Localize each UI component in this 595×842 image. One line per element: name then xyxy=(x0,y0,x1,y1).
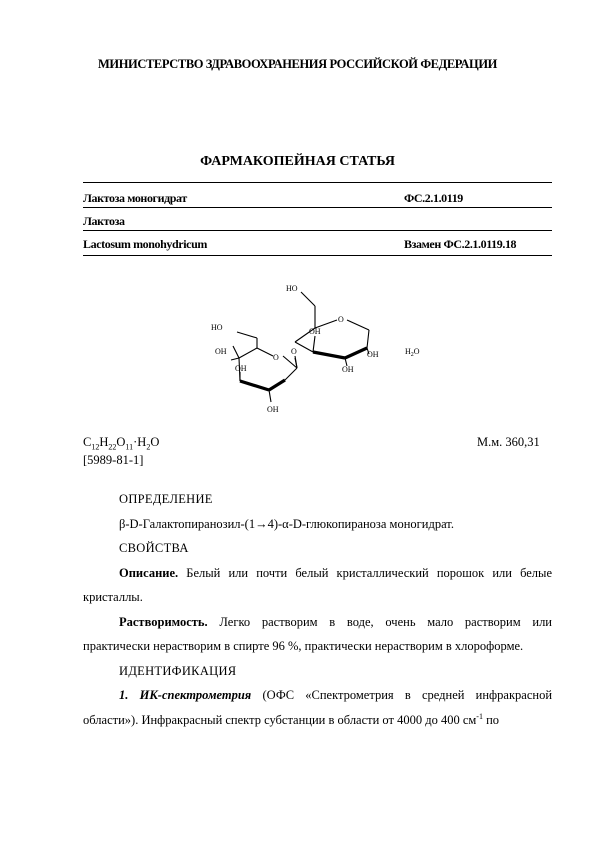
atom-label: OH xyxy=(215,347,227,356)
atom-label: OH xyxy=(235,364,247,373)
ministry-header: МИНИСТЕРСТВО ЗДРАВООХРАНЕНИЯ РОССИЙСКОЙ ФЕДЕРАЦИИ xyxy=(98,57,497,71)
divider-bottom xyxy=(83,255,552,256)
solubility-text: Легко растворим в воде, очень мало растворим или практически нерастворим в спирте 96 %, практически нерастворим в хлороформе. xyxy=(83,614,552,653)
divider xyxy=(83,207,552,208)
section-definition-heading: ОПРЕДЕЛЕНИЕ xyxy=(119,492,213,506)
description-label: Описание. xyxy=(119,565,179,580)
divider-top xyxy=(83,182,552,183)
atom-label: O xyxy=(291,347,297,356)
replaces-code: Взамен ФС.2.1.0119.18 xyxy=(404,237,517,251)
definition-text: β-D-Галактопиранозил-(1→4)-α-D-глюкопираноза моногидрат. xyxy=(119,516,454,531)
divider xyxy=(83,230,552,231)
atom-label: OH xyxy=(309,327,321,336)
ir-text: (ОФС «Спектрометрия в средней инфракрасной области»). Инфракрасный спектр субстанции в области от 4000 до 400 см xyxy=(83,688,553,727)
section-properties-heading: СВОЙСТВА xyxy=(119,541,189,555)
latin-name: Lactosum monohydricum xyxy=(83,237,207,251)
atom-label: OH xyxy=(267,405,279,414)
article-body xyxy=(83,487,552,732)
ir-label: ИК-спектрометрия xyxy=(139,688,252,702)
document-code: ФС.2.1.0119 xyxy=(404,191,463,205)
substance-name: Лактоза моногидрат xyxy=(83,191,187,205)
ir-number: 1. xyxy=(119,688,129,702)
atom-label: OH xyxy=(342,365,354,374)
solubility-label: Растворимость. xyxy=(119,614,208,629)
water-label: $H_2O$ xyxy=(405,347,420,358)
ir-unit-superscript: -1 xyxy=(476,711,483,721)
ir-text-continued: по xyxy=(482,712,500,727)
atom-label: HO xyxy=(286,284,298,293)
document-title: ФАРМАКОПЕЙНАЯ СТАТЬЯ xyxy=(200,154,395,169)
molecular-formula: $C_{12}H_{22}O_{11}\cdot H_2O$ xyxy=(83,435,160,452)
atom-label: O xyxy=(273,353,279,362)
atom-label: O xyxy=(338,315,344,324)
solubility-paragraph xyxy=(83,610,552,659)
atom-label: HO xyxy=(211,323,223,332)
description-text: Белый или почти белый кристаллический порошок или белые кристаллы. xyxy=(83,565,552,604)
structural-formula xyxy=(205,278,435,418)
substance-short-name: Лактоза xyxy=(83,214,125,228)
ir-paragraph xyxy=(83,683,552,732)
description-paragraph xyxy=(83,561,552,610)
molecular-weight: М.м. 360,31 xyxy=(477,435,540,449)
cas-number: [5989-81-1] xyxy=(83,453,144,467)
atom-label: OH xyxy=(367,350,379,359)
section-identification-heading: ИДЕНТИФИКАЦИЯ xyxy=(119,663,237,678)
